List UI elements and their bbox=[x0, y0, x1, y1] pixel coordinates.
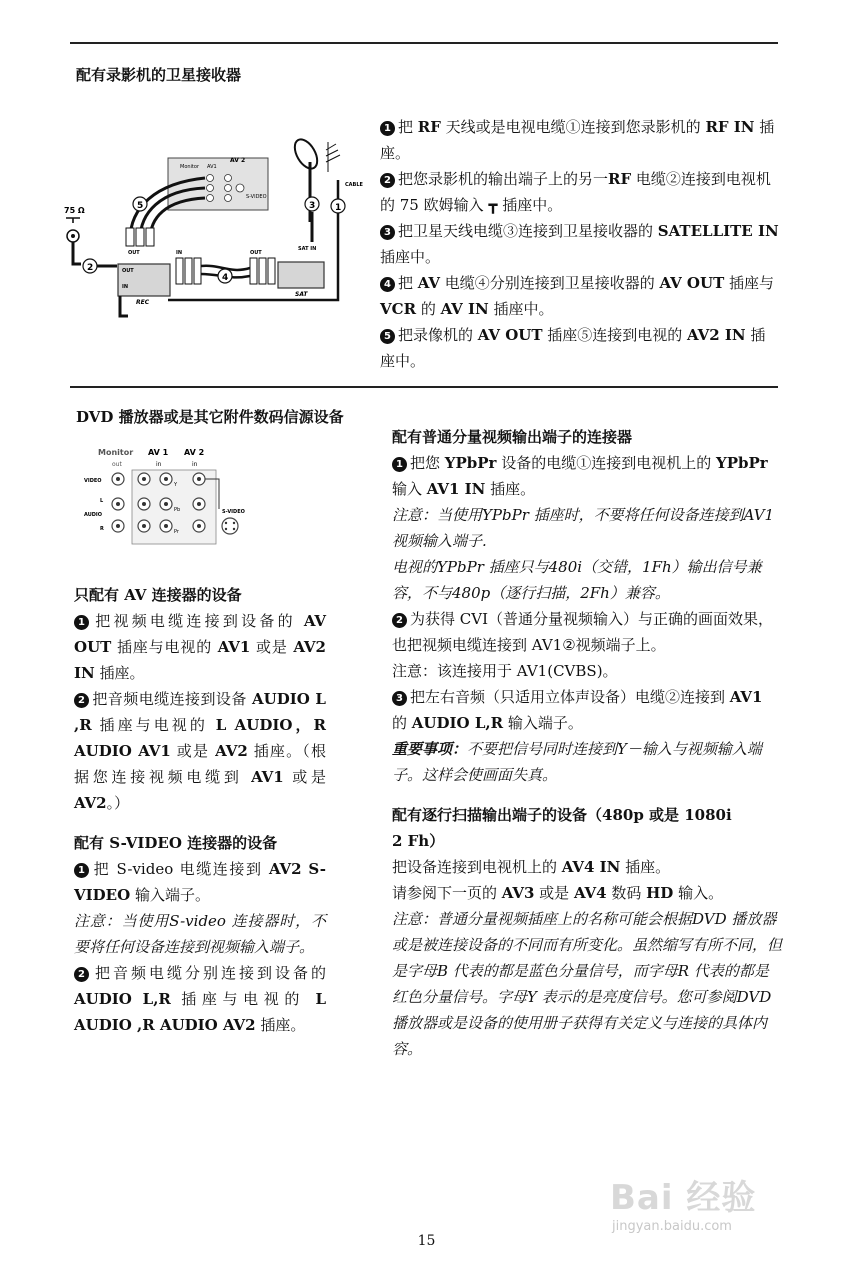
svg-text:1: 1 bbox=[335, 203, 342, 213]
left-column bbox=[74, 582, 326, 1038]
svg-text:R: R bbox=[100, 526, 104, 532]
sv-step-2: 2 把音频电缆分别连接到设备的 AUDIO L,R 插座与电视的 L AUDIO ,R AUDIO AV2 插座。 bbox=[74, 964, 326, 1034]
watermark-brand: Bai 经验 bbox=[610, 1178, 757, 1218]
av-only-heading: 只配有 AV 连接器的设备 bbox=[74, 586, 242, 604]
svg-text:Pb: Pb bbox=[174, 507, 181, 513]
important-note: 重要事项：不要把信号同时连接到Y－输入与视频输入端子。这样会使画面失真。 bbox=[392, 740, 762, 784]
comp-note-3: 注意：该连接用于 AV1(CVBS)。 bbox=[392, 662, 618, 680]
right-column bbox=[392, 424, 782, 1062]
svg-text:SAT IN: SAT IN bbox=[298, 246, 317, 252]
svg-text:in: in bbox=[156, 461, 162, 468]
comp-note-2: 电视的YPbPr 插座只与480i（交错，1Fh）输出信号兼容，不与480p（逐行扫描，2Fh）兼容。 bbox=[392, 558, 762, 602]
svg-text:IN: IN bbox=[122, 284, 129, 290]
comp-step-3: 3 把左右音频（只适用立体声设备）电缆②连接到 AV1 的 AUDIO L,R 输入端子。 bbox=[392, 688, 763, 732]
svg-text:S-VIDEO: S-VIDEO bbox=[246, 194, 267, 200]
section-divider bbox=[70, 386, 778, 388]
svideo-heading: 配有 S-VIDEO 连接器的设备 bbox=[74, 834, 278, 852]
step-1: 1 把 RF 天线或是电视电缆①连接到您录影机的 RF IN 插座。 bbox=[380, 118, 775, 162]
tv-connector-panel bbox=[84, 444, 264, 544]
av-step-1: 1 把视频电缆连接到设备的 AV OUT 插座与电视的 AV1 或是 AV2 IN 插座。 bbox=[74, 612, 326, 682]
svg-text:OUT: OUT bbox=[128, 250, 140, 256]
svg-text:2: 2 bbox=[87, 263, 94, 273]
comp-note-1: 注意：当使用YPbPr 插座时，不要将任何设备连接到AV1 视频输入端子. bbox=[392, 506, 775, 550]
svg-text:in: in bbox=[192, 461, 198, 468]
sv-step-1: 1 把 S-video 电缆连接到 AV2 S-VIDEO 输入端子。 bbox=[74, 860, 327, 904]
svg-text:AV 1: AV 1 bbox=[148, 448, 169, 457]
svg-text:AUDIO: AUDIO bbox=[84, 512, 103, 518]
page-number: 15 bbox=[417, 1233, 436, 1249]
section1-heading: 配有录影机的卫星接收器 bbox=[76, 66, 242, 84]
svg-text:AV 2: AV 2 bbox=[184, 448, 205, 457]
step-4: 4 把 AV 电缆④分别连接到卫星接收器的 AV OUT 插座与 VCR 的 AV IN 插座中。 bbox=[380, 274, 775, 318]
svg-text:VIDEO: VIDEO bbox=[84, 478, 102, 484]
prog-line-2: 请参阅下一页的 AV3 或是 AV4 数码 HD 输入。 bbox=[392, 884, 724, 902]
svg-text:CABLE: CABLE bbox=[345, 182, 363, 188]
svg-text:IN: IN bbox=[176, 250, 183, 256]
svg-text:Monitor: Monitor bbox=[180, 164, 200, 170]
svg-text:AV1: AV1 bbox=[207, 164, 217, 170]
svg-text:Y: Y bbox=[174, 482, 178, 488]
av-step-2: 2 把音频电缆连接到设备 AUDIO L ,R 插座与电视的 L AUDIO，R AUDIO AV1 或是 AV2 插座。（根据您连接视频电缆到 AV1 或是 AV2。） bbox=[74, 690, 327, 812]
svg-text:REC: REC bbox=[136, 299, 150, 306]
svg-text:OUT: OUT bbox=[122, 268, 134, 274]
prog-note: 注意：普通分量视频插座上的名称可能会根据DVD 播放器或是被连接设备的不同而有所变化。虽然缩写有所不同，但是字母B 代表的都是蓝色分量信号，而字母R 代表的都是红色分量信号。字母Y 表示的是亮度信号。您可参阅DVD 播放器或是设备的使用册子获得有关定义与连接的具体内容。 bbox=[392, 910, 783, 1058]
section1-steps bbox=[380, 114, 780, 374]
svg-text:S-VIDEO: S-VIDEO bbox=[222, 509, 245, 515]
ohm-label: 75 Ω bbox=[64, 206, 85, 215]
svg-text:SAT: SAT bbox=[295, 291, 308, 298]
prog-line-1: 把设备连接到电视机上的 AV4 IN 插座。 bbox=[392, 858, 671, 876]
progressive-heading: 配有逐行扫描输出端子的设备（480p 或是 1080i 2 Fh） bbox=[392, 806, 732, 850]
svg-text:OUT: OUT bbox=[250, 250, 262, 256]
svg-text:AV 2: AV 2 bbox=[230, 157, 246, 164]
svg-text:Monitor: Monitor bbox=[98, 448, 134, 457]
step-5: 5 把录像机的 AV OUT 插座⑤连接到电视的 AV2 IN 插座中。 bbox=[380, 326, 766, 370]
comp-step-2: 2 为获得 CVI（普通分量视频输入）与正确的画面效果，也把视频电缆连接到 AV1②视频端子上。 bbox=[392, 610, 774, 654]
component-heading: 配有普通分量视频输出端子的连接器 bbox=[392, 428, 633, 446]
watermark-site: jingyan.baidu.com bbox=[612, 1219, 732, 1234]
sv-note: 注意：当使用S-video 连接器时，不要将任何设备连接到视频输入端子。 bbox=[74, 912, 326, 956]
section2-heading: DVD 播放器或是其它附件数码信源设备 bbox=[76, 408, 344, 426]
vcr-satellite-diagram bbox=[60, 128, 363, 328]
top-rule bbox=[70, 42, 778, 44]
svg-text:Pr: Pr bbox=[174, 529, 179, 535]
step-2: 2 把您录影机的输出端子上的另一RF 电缆②连接到电视机的 75 欧姆输入 ┳ 插座中。 bbox=[380, 170, 771, 214]
svg-text:4: 4 bbox=[222, 273, 229, 283]
step-3: 3 把卫星天线电缆③连接到卫星接收器的 SATELLITE IN 插座中。 bbox=[380, 222, 779, 266]
svg-text:5: 5 bbox=[137, 201, 144, 211]
svg-text:out: out bbox=[112, 461, 122, 468]
baidu-watermark bbox=[610, 1170, 756, 1234]
svg-text:3: 3 bbox=[309, 201, 316, 211]
svg-text:L: L bbox=[100, 498, 104, 504]
comp-step-1: 1 把您 YPbPr 设备的电缆①连接到电视机上的 YPbPr 输入 AV1 IN 插座。 bbox=[392, 454, 768, 498]
